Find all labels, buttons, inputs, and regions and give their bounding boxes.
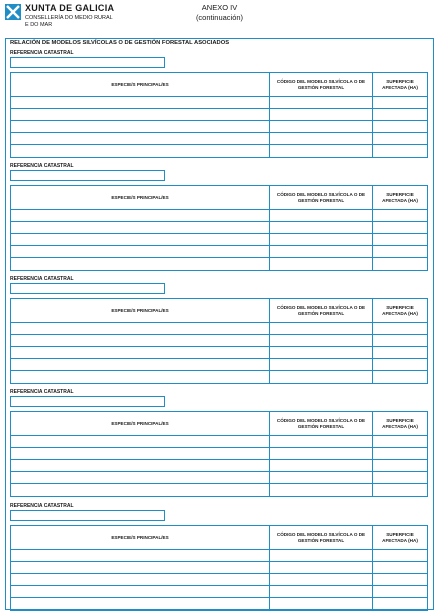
model-code-cell[interactable] [270,484,373,496]
table-row [11,323,427,335]
cadastral-reference-field[interactable] [10,396,165,407]
surface-cell[interactable] [373,359,427,370]
table-row [11,109,427,121]
model-code-cell[interactable] [270,472,373,483]
species-cell[interactable] [11,246,270,257]
model-code-cell[interactable] [270,460,373,471]
ref-label: REFERENCIA CATASTRAL [10,276,74,282]
model-code-cell[interactable] [270,359,373,370]
table-row [11,210,427,222]
model-code-cell[interactable] [270,234,373,245]
model-code-cell[interactable] [270,246,373,257]
surface-cell[interactable] [373,246,427,257]
species-cell[interactable] [11,109,270,120]
table-row [11,222,427,234]
model-code-cell[interactable] [270,133,373,144]
species-cell[interactable] [11,550,270,561]
table-header [11,526,427,550]
cadastral-reference-field[interactable] [10,283,165,294]
model-code-cell[interactable] [270,97,373,108]
species-table [10,525,428,611]
surface-cell[interactable] [373,472,427,483]
model-code-cell[interactable] [270,562,373,573]
species-cell[interactable] [11,436,270,447]
surface-header: SUPERFICIE AFECTADA (HA) [382,304,418,316]
table-row [11,359,427,371]
model-code-cell[interactable] [270,448,373,459]
surface-cell[interactable] [373,598,427,610]
species-cell[interactable] [11,121,270,132]
table-row [11,550,427,562]
surface-header: SUPERFICIE AFECTADA (HA) [382,531,418,543]
model-code-header: CÓDIGO DEL MODELO SILVÍCOLA O DE GESTIÓN FORESTAL [270,73,373,96]
species-cell[interactable] [11,335,270,346]
model-code-cell[interactable] [270,323,373,334]
cadastral-reference-field[interactable] [10,170,165,181]
surface-cell[interactable] [373,133,427,144]
annex-title: ANEXO IV [201,3,238,12]
species-cell[interactable] [11,574,270,585]
model-code-cell[interactable] [270,371,373,383]
table-row [11,133,427,145]
ref-label: REFERENCIA CATASTRAL [10,50,74,56]
surface-cell[interactable] [373,121,427,132]
species-cell[interactable] [11,359,270,370]
table-header [11,412,427,436]
species-table [10,298,428,384]
species-header: ESPECIE/S PRINCIPAL/ES [11,299,270,322]
cadastral-reference-field[interactable] [10,57,165,68]
annex-subtitle: (continuación) [195,13,244,22]
surface-cell[interactable] [373,222,427,233]
model-code-header: CÓDIGO DEL MODELO SILVÍCOLA O DE GESTIÓN FORESTAL [270,412,373,435]
page-header [0,0,439,38]
surface-cell[interactable] [373,586,427,597]
table-row [11,574,427,586]
org-line-2: E DO MAR [25,22,53,28]
surface-cell[interactable] [373,460,427,471]
table-header [11,186,427,210]
model-code-cell[interactable] [270,258,373,270]
species-cell[interactable] [11,460,270,471]
species-cell[interactable] [11,133,270,144]
surface-cell[interactable] [373,448,427,459]
species-cell[interactable] [11,586,270,597]
model-code-cell[interactable] [270,121,373,132]
species-cell[interactable] [11,484,270,496]
surface-cell[interactable] [373,210,427,221]
ref-label: REFERENCIA CATASTRAL [10,163,74,169]
table-row [11,562,427,574]
table-row [11,246,427,258]
model-code-cell[interactable] [270,145,373,157]
table-row [11,472,427,484]
species-header: ESPECIE/S PRINCIPAL/ES [11,526,270,549]
table-row [11,484,427,496]
table-row [11,448,427,460]
table-header [11,299,427,323]
org-line-1: CONSELLERÍA DO MEDIO RURAL [25,15,113,21]
species-table [10,411,428,497]
table-row [11,586,427,598]
surface-cell[interactable] [373,574,427,585]
cadastral-reference-field[interactable] [10,510,165,521]
table-row [11,598,427,610]
table-row [11,121,427,133]
table-row [11,258,427,270]
species-table [10,185,428,271]
model-code-cell[interactable] [270,347,373,358]
model-code-cell[interactable] [270,109,373,120]
species-cell[interactable] [11,323,270,334]
table-row [11,145,427,157]
table-row [11,371,427,383]
table-header [11,73,427,97]
org-name: XUNTA DE GALICIA [25,3,115,13]
model-code-cell[interactable] [270,436,373,447]
surface-cell[interactable] [373,550,427,561]
surface-cell[interactable] [373,145,427,157]
species-cell[interactable] [11,210,270,221]
surface-cell[interactable] [373,234,427,245]
model-code-cell[interactable] [270,335,373,346]
surface-cell[interactable] [373,484,427,496]
species-cell[interactable] [11,472,270,483]
table-row [11,335,427,347]
surface-cell[interactable] [373,335,427,346]
model-code-cell[interactable] [270,574,373,585]
model-code-header: CÓDIGO DEL MODELO SILVÍCOLA O DE GESTIÓN FORESTAL [270,299,373,322]
surface-cell[interactable] [373,347,427,358]
table-row [11,97,427,109]
surface-cell[interactable] [373,109,427,120]
section-title: RELACIÓN DE MODELOS SILVÍCOLAS O DE GESTIÓN FORESTAL ASOCIADOS [10,40,230,46]
ref-label: REFERENCIA CATASTRAL [10,503,74,509]
species-cell[interactable] [11,562,270,573]
species-cell[interactable] [11,222,270,233]
model-code-cell[interactable] [270,222,373,233]
surface-cell[interactable] [373,436,427,447]
model-code-cell[interactable] [270,598,373,610]
surface-cell[interactable] [373,371,427,383]
table-row [11,460,427,472]
model-code-cell[interactable] [270,586,373,597]
species-cell[interactable] [11,347,270,358]
species-header: ESPECIE/S PRINCIPAL/ES [11,186,270,209]
species-cell[interactable] [11,97,270,108]
table-row [11,234,427,246]
surface-cell[interactable] [373,258,427,270]
model-code-header: CÓDIGO DEL MODELO SILVÍCOLA O DE GESTIÓN FORESTAL [270,186,373,209]
species-cell[interactable] [11,371,270,383]
species-cell[interactable] [11,258,270,270]
table-row [11,347,427,359]
species-cell[interactable] [11,448,270,459]
surface-header: SUPERFICIE AFECTADA (HA) [382,78,418,90]
species-header: ESPECIE/S PRINCIPAL/ES [11,73,270,96]
species-cell[interactable] [11,145,270,157]
species-cell[interactable] [11,598,270,610]
species-cell[interactable] [11,234,270,245]
surface-cell[interactable] [373,562,427,573]
species-header: ESPECIE/S PRINCIPAL/ES [11,412,270,435]
surface-header: SUPERFICIE AFECTADA (HA) [382,191,418,203]
model-code-header: CÓDIGO DEL MODELO SILVÍCOLA O DE GESTIÓN FORESTAL [270,526,373,549]
species-table [10,72,428,158]
model-code-cell[interactable] [270,210,373,221]
ref-label: REFERENCIA CATASTRAL [10,389,74,395]
surface-header: SUPERFICIE AFECTADA (HA) [382,417,418,429]
model-code-cell[interactable] [270,550,373,561]
surface-cell[interactable] [373,323,427,334]
surface-cell[interactable] [373,97,427,108]
table-row [11,436,427,448]
